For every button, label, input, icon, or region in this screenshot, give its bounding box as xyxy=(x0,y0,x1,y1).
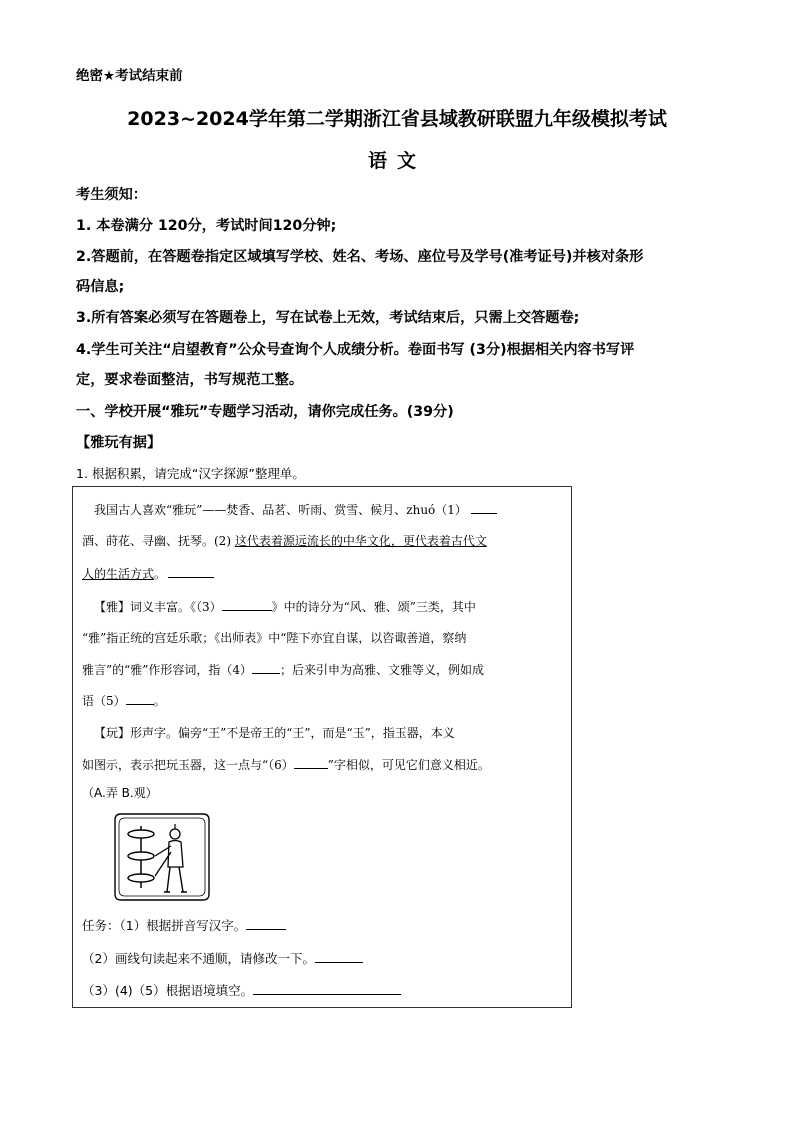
box-line-4: 【雅】词义丰富。《（3） 》中的诗分为“风、雅、颂”三类，其中 xyxy=(94,597,476,615)
box-line-7: 语（5） 。 xyxy=(82,691,166,709)
box-line-5: “雅”指正统的宫廷乐歌；《出师表》中“陛下亦宜自谋，以咨诹善道，察纳 xyxy=(82,631,467,645)
section-heading: 一、学校开展“雅玩”专题学习活动，请你完成任务。(39分) xyxy=(76,404,454,420)
ancient-character-illustration xyxy=(113,812,211,902)
notice-item-2b: 码信息; xyxy=(76,279,125,295)
blank-3[interactable] xyxy=(222,597,272,611)
box-line-1: 我国古人喜欢“雅玩”——焚香、品茗、听雨、赏雪、候月、zhuó（1） xyxy=(94,500,497,518)
notice-item-1: 1. 本卷满分 120分，考试时间120分钟; xyxy=(76,218,337,234)
blank-2[interactable] xyxy=(168,564,214,578)
blank-1[interactable] xyxy=(471,500,497,514)
notice-item-2a: 2.答题前，在答题卷指定区域填写学校、姓名、考场、座位号及学号(准考证号)并核对条形 xyxy=(76,249,644,265)
notice-item-4b: 定，要求卷面整洁，书写规范工整。 xyxy=(76,372,304,388)
underlined-sentence: 这代表着源远流长的中华文化，更代表着古代文 xyxy=(234,534,487,548)
box-line-9: 如图示，表示把玩玉器，这一点与“（6） ”字相似，可见它们意义相近。 xyxy=(82,755,490,773)
task-1: 任务：（1）根据拼音写汉字。 xyxy=(82,916,286,934)
section-subheading: 【雅玩有据】 xyxy=(76,435,162,451)
blank-4[interactable] xyxy=(252,660,280,674)
box-line-2: 酒、莳花、寻幽、抚琴。(2) 这代表着源远流长的中华文化，更代表着古代文 xyxy=(82,534,487,548)
task-1-blank[interactable] xyxy=(246,916,286,930)
blank-5[interactable] xyxy=(126,691,154,705)
exam-subject: 语文 xyxy=(367,150,426,172)
exam-title: 2023~2024学年第二学期浙江省县域教研联盟九年级模拟考试 xyxy=(127,108,667,130)
notice-item-3: 3.所有答案必须写在答题卷上，写在试卷上无效，考试结束后，只需上交答题卷; xyxy=(76,310,580,326)
task-2-blank[interactable] xyxy=(315,949,363,963)
notice-item-4a: 4.学生可关注“启望教育”公众号查询个人成绩分析。卷面书写 (3分)根据相关内容书写评 xyxy=(76,342,635,358)
box-line-10: （A.弄 B.观） xyxy=(82,786,158,800)
task-3: （3）(4)（5）根据语境填空。 xyxy=(82,981,401,999)
blank-6[interactable] xyxy=(294,755,328,769)
task-2: （2）画线句读起来不通顺，请修改一下。 xyxy=(82,949,363,967)
box-line-3: 人的生活方式。 xyxy=(82,564,214,582)
confidential-label: 绝密★考试结束前 xyxy=(76,68,183,84)
task-3-blank[interactable] xyxy=(253,981,401,995)
question-1: 1. 根据积累，请完成“汉字探源”整理单。 xyxy=(76,466,305,481)
box-line-8: 【玩】形声字。偏旁“王”不是帝王的“王”，而是“玉”，指玉器，本义 xyxy=(94,726,455,740)
box-line-6: 雅言”的“雅”作形容词，指（4） ；后来引申为高雅、文雅等义，例如成 xyxy=(82,660,484,678)
notice-heading: 考生须知： xyxy=(76,187,147,203)
